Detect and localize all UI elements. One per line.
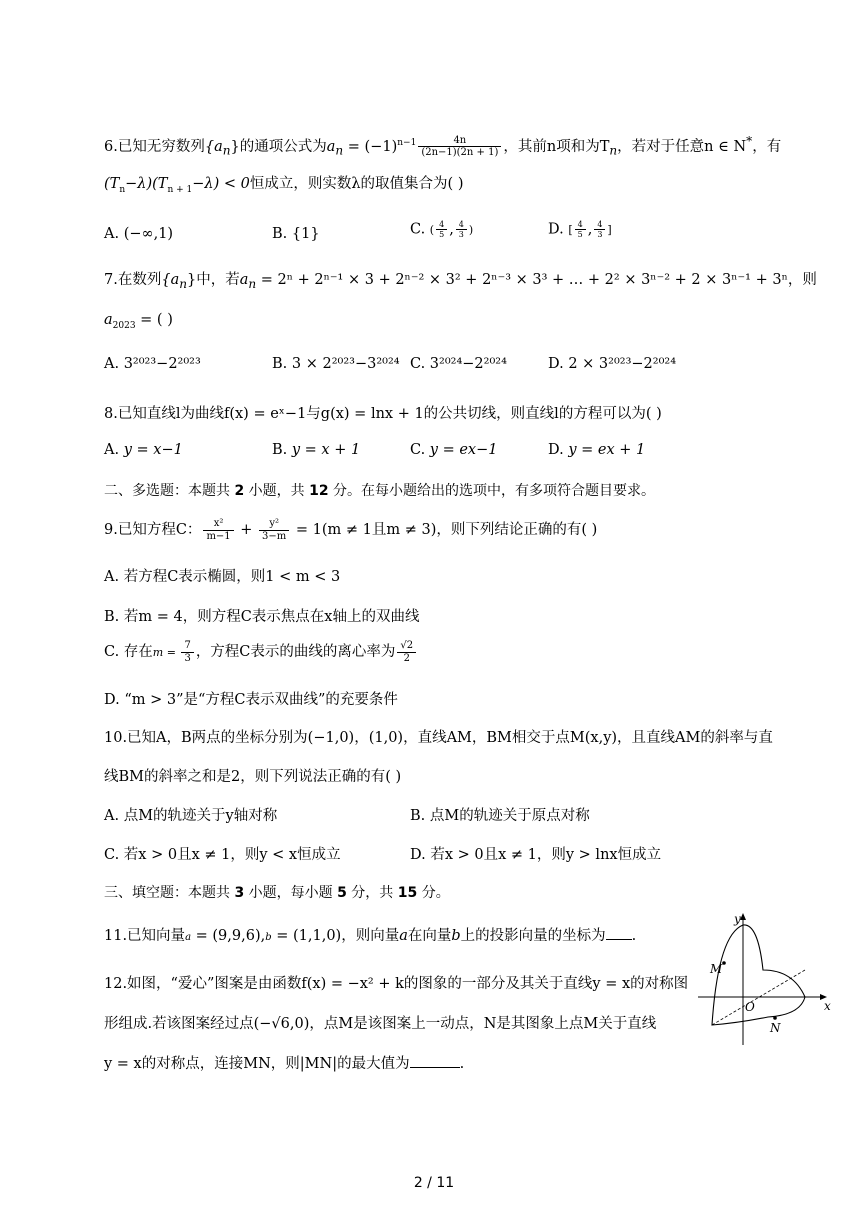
q12-line1: 12.如图，“爱心”图案是由函数f(x) = −x² + k的图象的一部分及其关于直线y = x的对称图 <box>104 976 689 992</box>
q6-line2: $(T_n-\lambda)(T_{n + 1}-\lambda) < 0$恒成立，则实数λ的取值集合为( ) <box>104 176 464 195</box>
q7-option-b[interactable]: B. 3 × 2²⁰²³−3²⁰²⁴ <box>272 356 400 372</box>
q8-option-d[interactable]: D. y = ex + 1 <box>548 442 646 458</box>
q6-option-b[interactable]: B. {1} <box>272 226 320 242</box>
q8-option-c[interactable]: C. y = ex−1 <box>410 442 498 458</box>
q7-line2: $a_{2023}$ = ( ) <box>104 312 173 331</box>
q6-option-a[interactable]: A. (−∞,1) <box>104 226 174 242</box>
q6-option-c[interactable]: C. ( $\frac{4}{5}$ , $\frac{4}{3}$ ) <box>410 220 474 240</box>
page-number: 2 / 11 <box>413 1175 455 1191</box>
q7-option-d[interactable]: D. 2 × 3²⁰²³−2²⁰²⁴ <box>548 356 677 372</box>
heart-figure <box>688 905 838 1050</box>
q9-option-c[interactable]: C. 存在m = $\frac{7}{3}$ ，方程C表示的曲线的离心率为 $\frac{√2}{2}$ <box>104 640 418 664</box>
q6-fraction: $\frac{4n}{(2n-1)(2n + 1)}$ <box>418 135 501 159</box>
q7-line1: 7.在数列$\{a_n\}$中，若$a_n = 2^n + 2^{n-1} \times 3 + 2^{n-2} \times 3^2 + 2^{n-3} \times 3^3$ + … + 2² × 3ⁿ⁻² + 2 × 3ⁿ⁻¹ + 3ⁿ，则 <box>104 272 817 291</box>
section-2-heading: 二、多选题：本题共 2 小题，共 12 分。在每小题给出的选项中，有多项符合题目要求。 <box>104 483 656 499</box>
point-n <box>773 1016 777 1020</box>
q6-optd-frac1: $\frac{4}{5}$ <box>575 220 586 239</box>
y-axis-arrow <box>740 913 746 920</box>
q9-line1: 9.已知方程C： $\frac{\text{x²}}{m-1}$ + $\frac{\text{y²}}{3-m}$ = 1(m ≠ 1且m ≠ 3)，则下列结论正确的有( ) <box>104 518 598 542</box>
q6-optc-frac2: $\frac{4}{3}$ <box>456 220 467 239</box>
q8-option-b[interactable]: B. y = x + 1 <box>272 442 361 458</box>
q9-frac-y: $\frac{\text{y²}}{3-m}$ <box>259 518 289 542</box>
q9-option-b[interactable]: B. 若m = 4，则方程C表示焦点在x轴上的双曲线 <box>104 609 420 625</box>
q7-option-c[interactable]: C. 3²⁰²⁴−2²⁰²⁴ <box>410 356 507 372</box>
q6-optc-frac1: $\frac{4}{5}$ <box>436 220 447 239</box>
q9-frac-x: $\frac{\text{x²}}{m-1}$ <box>203 518 233 542</box>
q10-line2: 线BM的斜率之和是2，则下列说法正确的有( ) <box>104 769 402 785</box>
q7-option-a[interactable]: A. 3²⁰²³−2²⁰²³ <box>104 356 201 372</box>
q6-optd-frac2: $\frac{4}{3}$ <box>594 220 605 239</box>
q6-line1: 6.已知无穷数列$\{a_n\}$的通项公式为$a_n = (-1)^{n-1}$ $\frac{4n}{(2n-1)(2n + 1)}$ ，其前n项和为$T_n$，若对于任意n ∈ N*，有 <box>104 134 782 159</box>
label-x: x <box>824 999 831 1013</box>
q8-line1: 8.已知直线l为曲线f(x) = eˣ−1与g(x) = lnx + 1的公共切线，则直线l的方程可以为( ) <box>104 406 662 422</box>
q10-option-a[interactable]: A. 点M的轨迹关于y轴对称 <box>104 808 278 824</box>
q9-optc-frac: $\frac{7}{3}$ <box>181 640 193 664</box>
q11-answer-blank[interactable] <box>606 925 632 940</box>
q11-line: 11.已知向量a = (9,9,6),b = (1,1,0)，则向量a在向量b上的投影向量的坐标为 . <box>104 924 636 945</box>
q10-option-d[interactable]: D. 若x > 0且x ≠ 1，则y > lnx恒成立 <box>410 847 662 863</box>
heart-curve <box>712 925 805 1025</box>
section-3-heading: 三、填空题：本题共 3 小题，每小题 5 分，共 15 分。 <box>104 885 450 901</box>
label-m: M <box>710 962 723 976</box>
q8-option-a[interactable]: A. y = x−1 <box>104 442 183 458</box>
q12-answer-blank[interactable] <box>410 1053 460 1068</box>
q12-line2: 形组成.若该图案经过点(−√6,0)，点M是该图案上一动点，N是其图象上点M关于直线 <box>104 1016 657 1032</box>
q9-option-d[interactable]: D. “m > 3”是“方程C表示双曲线”的充要条件 <box>104 692 398 708</box>
q10-option-b[interactable]: B. 点M的轨迹关于原点对称 <box>410 808 590 824</box>
q10-line1: 10.已知A，B两点的坐标分别为(−1,0)，(1,0)，直线AM，BM相交于点M(x,y)，且直线AM的斜率与直 <box>104 730 773 746</box>
q6-option-d[interactable]: D. [ $\frac{4}{5}$ , $\frac{4}{3}$ ] <box>548 220 612 240</box>
q9-option-a[interactable]: A. 若方程C表示椭圆，则1 < m < 3 <box>104 569 341 585</box>
q12-line3: y = x的对称点，连接MN，则|MN|的最大值为 . <box>104 1052 464 1073</box>
label-o: O <box>745 1000 755 1014</box>
q9-optc-sqrt: $\frac{√2}{2}$ <box>397 640 416 664</box>
label-y: y <box>734 912 741 926</box>
q10-option-c[interactable]: C. 若x > 0且x ≠ 1，则y < x恒成立 <box>104 847 341 863</box>
point-m <box>722 961 726 965</box>
label-n: N <box>770 1021 781 1035</box>
